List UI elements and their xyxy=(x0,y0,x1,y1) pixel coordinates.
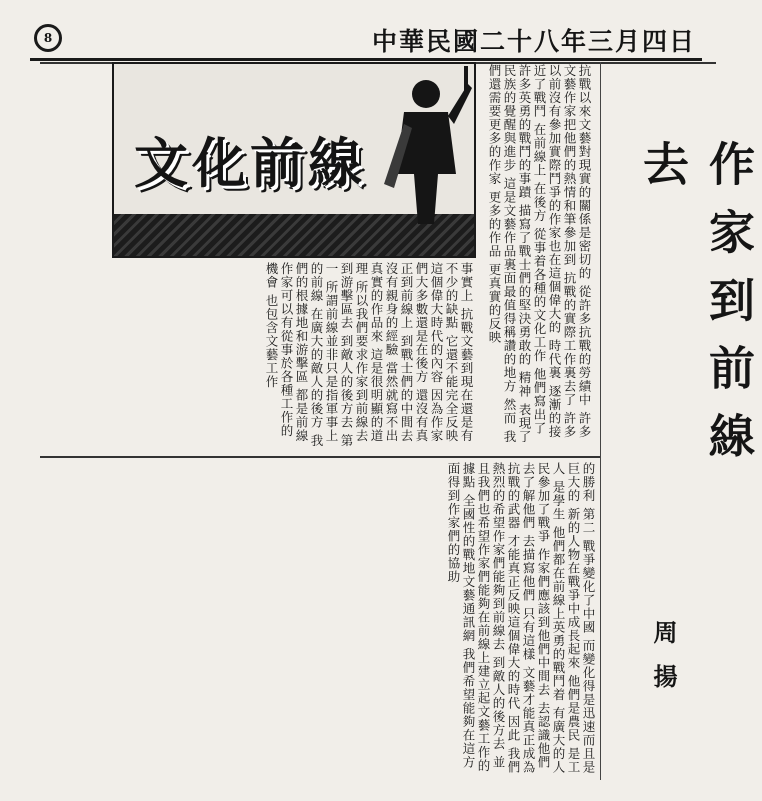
woodcut-banner xyxy=(112,62,476,258)
masthead xyxy=(30,22,702,61)
text-column: 因為作家們大多數還是在後方 還沒有真正到前線上 到戰士們的中間去 xyxy=(399,262,444,443)
text-column: 所以我們要求作家到前線去 到游擊區去 到敵人的後方去 xyxy=(339,262,369,443)
text-column: 因此 我們熱烈的希望作家們能夠到前線去 到敵人的後方去 xyxy=(491,462,521,774)
text-column: 他們是農民 是工人 是學生 他們都在前線上英勇的戰鬥着 有廣大的人民參加了戰爭 xyxy=(536,462,581,774)
text-column: 作家們應該到他們中間去 去認識他們 去了解他們 去描寫他們 xyxy=(521,462,551,769)
page-number-badge: 8 xyxy=(34,24,62,52)
soldier-figure-icon xyxy=(364,64,474,224)
text-column: 然而 我們還需要更多的作家 更多的作品 更真實的反映 xyxy=(487,64,517,444)
text-column: 的勝利 第二 戰爭變化了中國 而變化得是迅速而且是巨大的 新的人物在戰爭中成長起來 xyxy=(566,462,596,774)
text-column: 抗戰的實際工作裏去了 許多以前沒有參加實際鬥爭的作家也在這個偉大的 xyxy=(547,64,577,439)
upper-right-text-block xyxy=(482,64,592,448)
section-divider xyxy=(40,456,600,458)
text-column: 事實上 抗戰文藝到現在還是有不少的缺點 它還不能完全反映這個偉大時代的內容 xyxy=(429,262,474,443)
text-column: 精神 表現了民族的覺醒與進步 這是文藝作品裏面最值得稱讚的地方 xyxy=(502,64,532,444)
upper-left-text-block xyxy=(44,262,474,448)
title-column-divider xyxy=(600,62,601,780)
text-column: 全國性的戰地文藝通訊網 我們希望能夠在這方面得到作家們的協助 xyxy=(446,462,476,769)
publication-date: 中華民國二十八年三月四日 xyxy=(371,27,696,56)
lower-text-block xyxy=(44,462,596,778)
text-column: 他們寫出了許多英勇的戰鬥的事蹟 描寫了戰士們的堅決勇敢的 xyxy=(517,64,547,435)
text-column: 只有這樣 文藝才能真正成為抗戰的武器 才能真正反映這個偉大的時代 xyxy=(506,462,536,774)
banner-heading: 文化前線 xyxy=(134,131,366,195)
text-column: 作家可以有從事於各種工作的機會 也包含文藝工作 xyxy=(264,262,294,438)
text-column: 第一 所謂前線並非只是指軍事上的前線 在廣大的敵人的後方 我們的根據地和游擊區 都是前線 xyxy=(294,262,354,448)
article-author: 周揚 xyxy=(649,620,678,708)
text-column: 並且我們也希望作家們能夠在前線上建立起文藝工作的據點 xyxy=(461,462,506,773)
text-column: 沒有親身的經驗 當然就寫不出真實的作品來 這是很明顯的道理 xyxy=(354,262,399,443)
text-column: 時代裏 逐漸的接近了戰鬥 在前線上 在後方 從事着各種的文化工作 xyxy=(532,64,562,439)
text-column: 抗戰以來文藝對現實的關係是密切的 從許多抗戰的勞績中 許多文藝作家把他們的熱情和筆參加到 xyxy=(562,64,592,439)
article-title: 作家到前線去 xyxy=(636,140,756,480)
